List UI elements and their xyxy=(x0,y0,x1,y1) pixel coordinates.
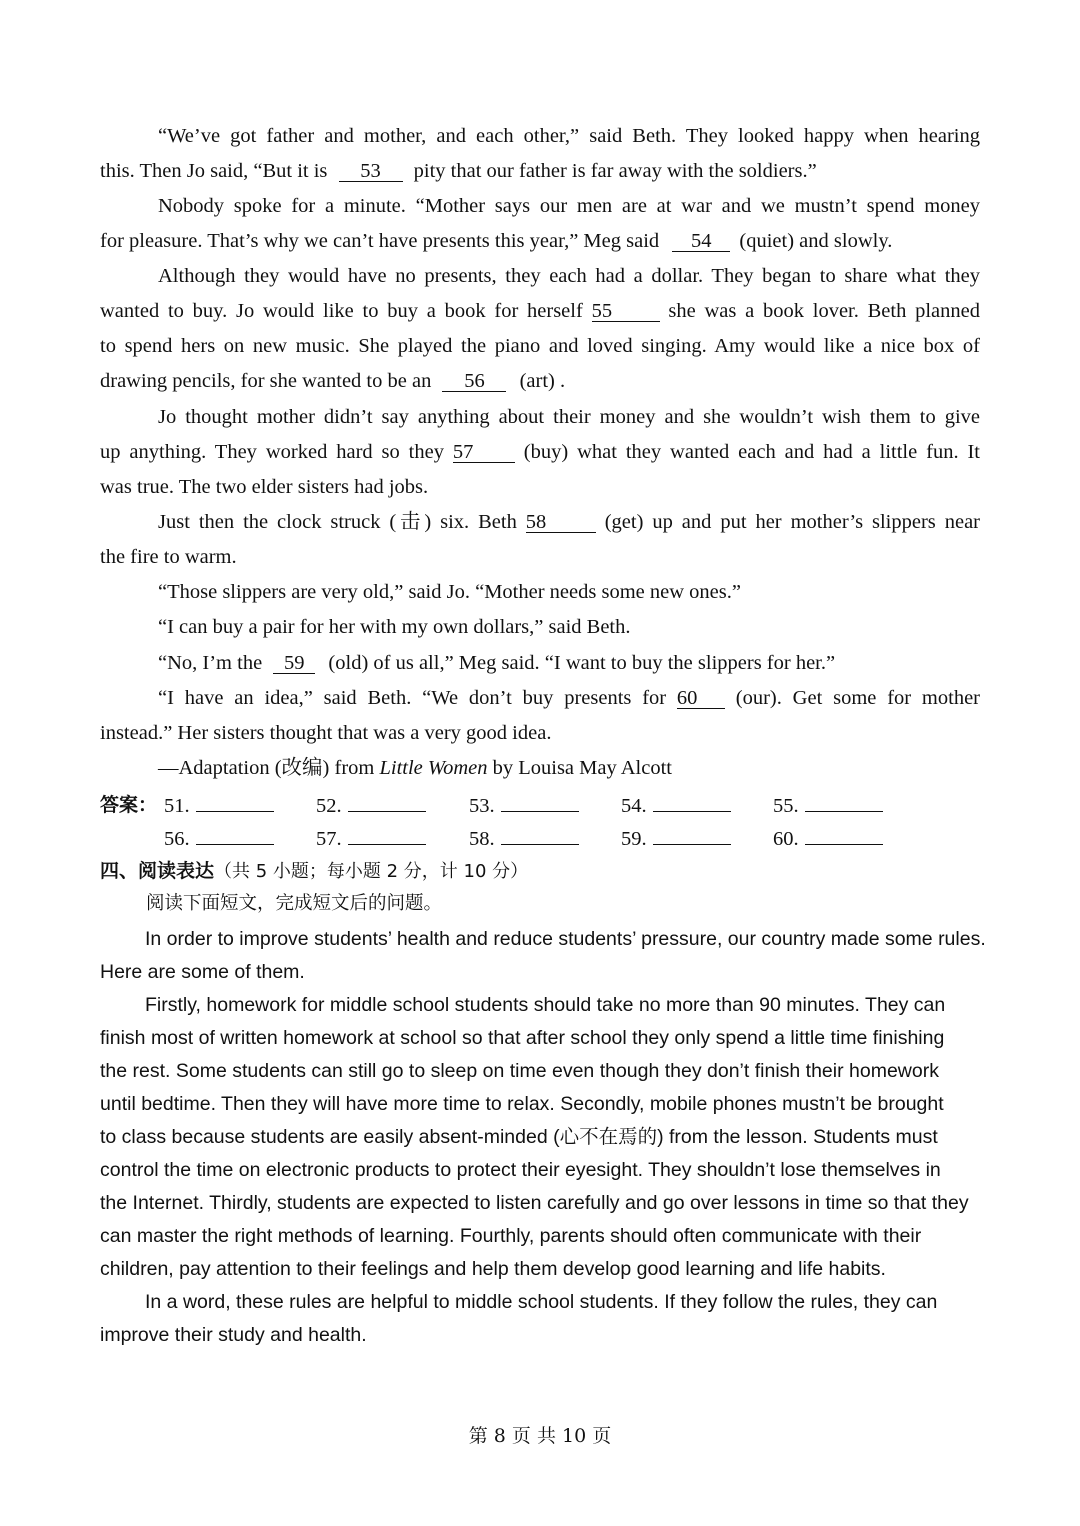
blank-58: 58 xyxy=(526,512,596,533)
passage2-line: the rest. Some students can still go to sleep on time even though they don’t finish their homework xyxy=(100,1060,939,1082)
page-number: 第 8 页 共 10 页 xyxy=(468,1425,612,1447)
passage-line: “We’ve got father and mother, and each other,” said Beth. They looked happy when hearing xyxy=(158,125,980,147)
book-title: Little Women xyxy=(379,757,488,779)
passage-line: instead.” Her sisters thought that was a very good idea. xyxy=(100,722,552,744)
passage-line: drawing pencils, for she wanted to be an 56 (art) . xyxy=(100,370,566,392)
blank-56: 56 xyxy=(442,371,506,392)
blank-53: 53 xyxy=(339,161,403,182)
passage-line: Although they would have no presents, they each had a dollar. They began to share what they xyxy=(158,265,980,287)
passage2-line: In a word, these rules are helpful to middle school students. If they follow the rules, they can xyxy=(145,1291,938,1313)
blank-54: 54 xyxy=(672,231,730,252)
section-heading: 四、阅读表达 xyxy=(100,860,215,882)
passage-line: for pleasure. That’s why we can’t have presents this year,” Meg said 54 (quiet) and slowly. xyxy=(100,230,893,252)
blank-60: 60 xyxy=(677,688,725,709)
passage2-line: control the time on electronic products to protect their eyesight. They shouldn’t lose themselves in xyxy=(100,1159,941,1181)
answer-label: 答案： xyxy=(100,794,158,816)
answer-row-1 xyxy=(100,793,920,819)
answer-slot[interactable]: 54. xyxy=(621,793,731,818)
answer-row-2 xyxy=(100,826,920,852)
passage2-line: finish most of written homework at school so that after school they only spend a little time finishing xyxy=(100,1027,945,1049)
answer-slot[interactable]: 59. xyxy=(621,826,731,851)
passage2-line: children, pay attention to their feelings and help them develop good learning and life habits. xyxy=(100,1258,886,1280)
passage2-line: Here are some of them. xyxy=(100,961,305,983)
passage-line: to spend hers on new music. She played the piano and loved singing. Amy would like a nice box of xyxy=(100,335,980,357)
passage-line: Nobody spoke for a minute. “Mother says our men are at war and we mustn’t spend money xyxy=(158,195,980,217)
passage-line: was true. The two elder sisters had jobs. xyxy=(100,476,429,498)
source-attribution: —Adaptation (改编) from Little Women by Louisa May Alcott xyxy=(158,757,672,779)
blank-59: 59 xyxy=(273,653,315,674)
passage-line: “I can buy a pair for her with my own dollars,” said Beth. xyxy=(158,616,631,638)
passage2-line: to class because students are easily absent-minded (心不在焉的) from the lesson. Students must xyxy=(100,1126,938,1148)
passage2-line: Firstly, homework for middle school students should take no more than 90 minutes. They can xyxy=(145,994,946,1016)
passage-line: “Those slippers are very old,” said Jo. “Mother needs some new ones.” xyxy=(158,581,741,603)
blank-55: 55 xyxy=(592,301,660,322)
passage-line: “No, I’m the 59 (old) of us all,” Meg said. “I want to buy the slippers for her.” xyxy=(158,652,836,674)
answer-slot[interactable]: 51. xyxy=(164,793,274,818)
answer-slot[interactable]: 53. xyxy=(469,793,579,818)
passage-line: up anything. They worked hard so they 57 (buy) what they wanted each and had a little fun. It xyxy=(100,441,980,463)
passage-line: wanted to buy. Jo would like to buy a book for herself 55 she was a book lover. Beth planned xyxy=(100,300,981,322)
passage-line: Jo thought mother didn’t say anything about their money and she wouldn’t wish them to give xyxy=(158,406,980,428)
answer-slot[interactable]: 58. xyxy=(469,826,579,851)
passage2-line: the Internet. Thirdly, students are expected to listen carefully and go over lessons in time so that they xyxy=(100,1192,969,1214)
answer-slot[interactable]: 57. xyxy=(316,826,426,851)
answer-slot[interactable]: 56. xyxy=(164,826,274,851)
answer-slot[interactable]: 55. xyxy=(773,793,883,818)
passage-line: Just then the clock struck (击) six. Beth 58 (get) up and put her mother’s slippers near xyxy=(158,511,980,533)
passage2-line: can master the right methods of learning. Fourthly, parents should often communicate with their xyxy=(100,1225,922,1247)
passage-line: “I have an idea,” said Beth. “We don’t buy presents for 60 (our). Get some for mother xyxy=(158,687,980,709)
answer-slot[interactable]: 52. xyxy=(316,793,426,818)
blank-57: 57 xyxy=(453,442,515,463)
section-scoring-note: （共 5 小题；每小题 2 分，计 10 分） xyxy=(214,861,529,882)
passage2-line: improve their study and health. xyxy=(100,1324,367,1346)
section-title xyxy=(100,859,528,884)
passage-line: the fire to warm. xyxy=(100,546,237,568)
passage2-line: In order to improve students’ health and reduce students’ pressure, our country made some rules. xyxy=(145,928,986,950)
answer-slot[interactable]: 60. xyxy=(773,826,883,851)
section-instruction: 阅读下面短文，完成短文后的问题。 xyxy=(146,893,443,914)
passage-line: this. Then Jo said, “But it is 53 pity that our father is far away with the soldiers.” xyxy=(100,160,817,182)
passage2-line: until bedtime. Then they will have more time to relax. Secondly, mobile phones mustn’t be brought xyxy=(100,1093,944,1115)
